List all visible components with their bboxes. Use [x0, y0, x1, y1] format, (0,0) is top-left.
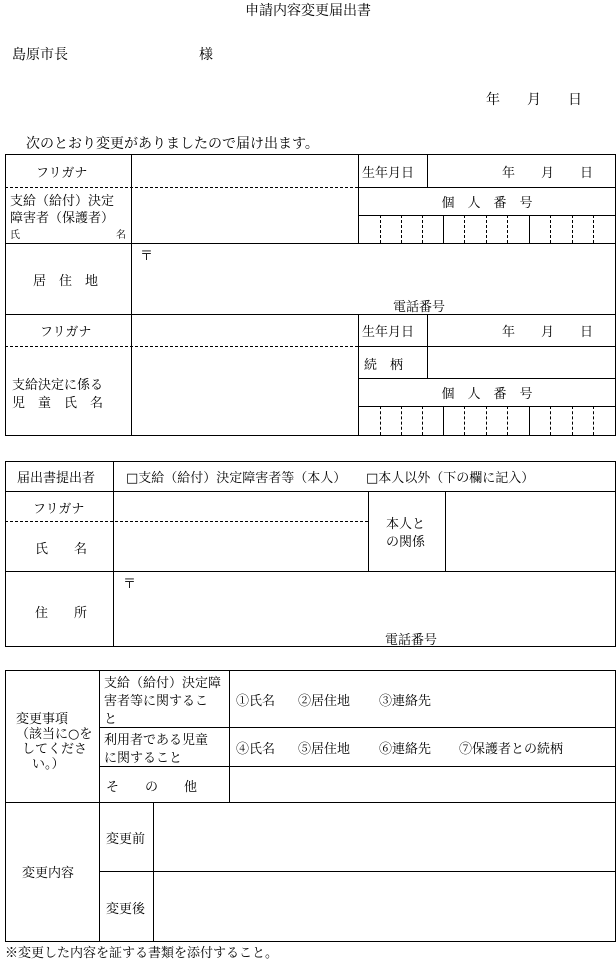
- submitter-address-label: 住 所: [35, 606, 88, 621]
- child-birth-label: 生年月日: [362, 325, 415, 340]
- recipient-personal-number-label: 個 人 番 号: [441, 196, 533, 211]
- document-title: 申請内容変更届出書: [245, 3, 371, 19]
- submitter-relation-line2: の関係: [386, 535, 426, 550]
- child-personal-number-label: 個 人 番 号: [441, 387, 533, 402]
- category1-option-name[interactable]: ①氏名: [236, 694, 276, 709]
- child-birth-year: 年: [502, 325, 516, 340]
- recipient-name-right: 名: [116, 230, 126, 241]
- addressee-honorific: 様: [199, 47, 213, 63]
- addressee-name: 島原市長: [12, 47, 68, 63]
- submitter-option-other[interactable]: □本人以外（下の欄に記入）: [366, 471, 535, 486]
- submitter-postal-mark: 〒: [123, 577, 137, 592]
- after-label: 変更後: [106, 902, 146, 917]
- recipient-birth-month: 月: [541, 166, 555, 181]
- child-label-line2: 児 童 氏 名: [12, 396, 104, 411]
- recipient-label-line1: 支給（給付）決定: [10, 194, 115, 209]
- submitter-label: 届出書提出者: [17, 471, 96, 486]
- child-furigana-label: フリガナ: [40, 325, 92, 340]
- category2-option-name[interactable]: ④氏名: [236, 742, 276, 757]
- intro-text: 次のとおり変更がありましたので届け出ます。: [26, 136, 319, 152]
- category2-option-residence[interactable]: ⑤居住地: [298, 742, 351, 757]
- recipient-label-line2: 障害者（保護者）: [10, 211, 115, 226]
- child-birth-month: 月: [541, 325, 555, 340]
- footnote: ※変更した内容を証する書類を添付すること。: [5, 946, 279, 961]
- category1-option-contact[interactable]: ③連絡先: [379, 694, 432, 709]
- child-label-line1: 支給決定に係る: [12, 378, 104, 393]
- submitter-option-self[interactable]: □支給（給付）決定障害者等（本人）: [126, 471, 347, 486]
- category2-line2: に関すること: [104, 751, 183, 766]
- category2-option-contact[interactable]: ⑥連絡先: [379, 742, 432, 757]
- recipient-name-left: 氏: [10, 230, 20, 241]
- child-relation-label: 続 柄: [364, 358, 404, 373]
- change-item-line3: してくださ: [22, 742, 88, 757]
- recipient-birth-label: 生年月日: [362, 166, 415, 181]
- category1-line3: と: [104, 712, 118, 727]
- change-item-line4: い。）: [32, 757, 65, 772]
- recipient-furigana-label: フリガナ: [36, 166, 88, 181]
- child-birth-day: 日: [580, 325, 594, 340]
- address-postal-mark: 〒: [140, 249, 154, 264]
- submitter-relation-line1: 本人と: [386, 517, 426, 532]
- category1-line2: 害者等に関するこ: [104, 694, 209, 709]
- submitter-furigana-label: フリガナ: [33, 502, 85, 517]
- submitter-name-label: 氏 名: [35, 542, 88, 557]
- submitter-phone-label: 電話番号: [385, 633, 438, 648]
- category2-option-relationship[interactable]: ⑦保護者との続柄: [459, 742, 564, 757]
- change-item-line2: （該当に○を: [16, 727, 93, 742]
- address-label: 居 住 地: [33, 274, 99, 289]
- address-phone-label: 電話番号: [393, 300, 446, 315]
- recipient-birth-year: 年: [502, 166, 516, 181]
- date-year: 年: [486, 92, 500, 108]
- change-item-line1: 変更事項: [16, 712, 69, 727]
- category1-option-residence[interactable]: ②居住地: [298, 694, 351, 709]
- date-month: 月: [527, 92, 541, 108]
- change-content-label: 変更内容: [22, 866, 75, 881]
- before-label: 変更前: [106, 832, 146, 847]
- category2-line1: 利用者である児童: [104, 733, 209, 748]
- category3-other: そ の 他: [106, 780, 198, 795]
- category1-line1: 支給（給付）決定障: [104, 676, 222, 691]
- recipient-birth-day: 日: [580, 166, 594, 181]
- date-day: 日: [568, 92, 582, 108]
